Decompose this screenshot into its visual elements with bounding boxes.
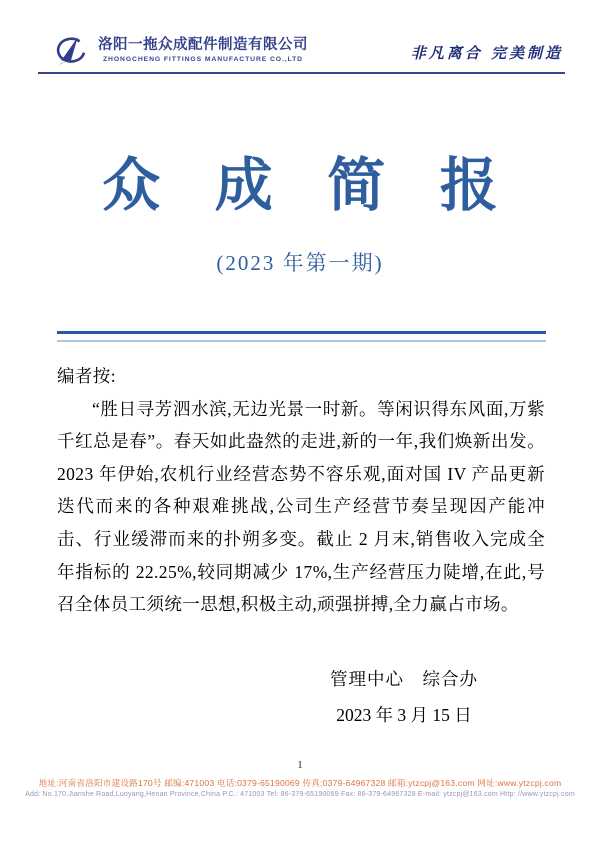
footer-address-en: Add: No.170,Jianshe Road,Luoyang,Henan Province,China P.C.: 471003 Tel: 86-379-65190069 Fax: 86-379-64967328 E-mail: ytzcpj@163.com Http: //www.ytzcpj.com — [25, 791, 575, 798]
page-number: 1 — [297, 760, 303, 771]
bulletin-body — [57, 360, 545, 621]
company-slogan: 非凡离合 完美制造 — [410, 44, 563, 62]
company-name-cn: 洛阳一拖众成配件制造有限公司 — [98, 37, 308, 54]
editor-note-paragraph: “胜日寻芳泗水滨,无边光景一时新。等闲识得东风面,万紫千红总是春”。春天如此盎然的走进,新的一年,我们焕新出发。2023 年伊始,农机行业经营态势不容乐观,面对国 IV 产品更新迭代而来的各种艰难挑战,公司生产经营节奏呈现因产能冲击、行业缓滞而来的扑朔多变。截止 2 月末,销售收入完成全年指标的 22.25%,较同期减少 17%,生产经营压力陡增,在此,号召全体员工须统一思想,积极主动,顽强拼搏,全力赢占市场。 — [57, 398, 545, 615]
header-divider-line — [38, 72, 565, 74]
editor-note-label: 编者按: — [57, 366, 116, 386]
section-divider-line — [57, 331, 546, 342]
company-name-en: ZHONGCHENG FITTINGS MANUFACTURE CO.,LTD — [103, 55, 303, 63]
footer-address-cn: 地址:河南省洛阳市建设路170号 邮编:471003 电话:0379-65190069 传真:0379-64967328 邮箱:ytzcpj@163.com 网址:www.ytzcpj.com — [38, 778, 562, 788]
company-logo — [49, 31, 308, 71]
page-header — [0, 0, 600, 74]
bulletin-title: 众 成 简 报 — [102, 153, 518, 218]
bulletin-issue: (2023 年第一期) — [216, 251, 384, 275]
signature-date: 2023 年 3 月 15 日 — [336, 705, 472, 725]
signature-block — [330, 663, 478, 731]
company-logo-icon — [49, 31, 91, 71]
company-name-block — [98, 38, 308, 63]
signature-department: 管理中心 综合办 — [330, 669, 478, 689]
